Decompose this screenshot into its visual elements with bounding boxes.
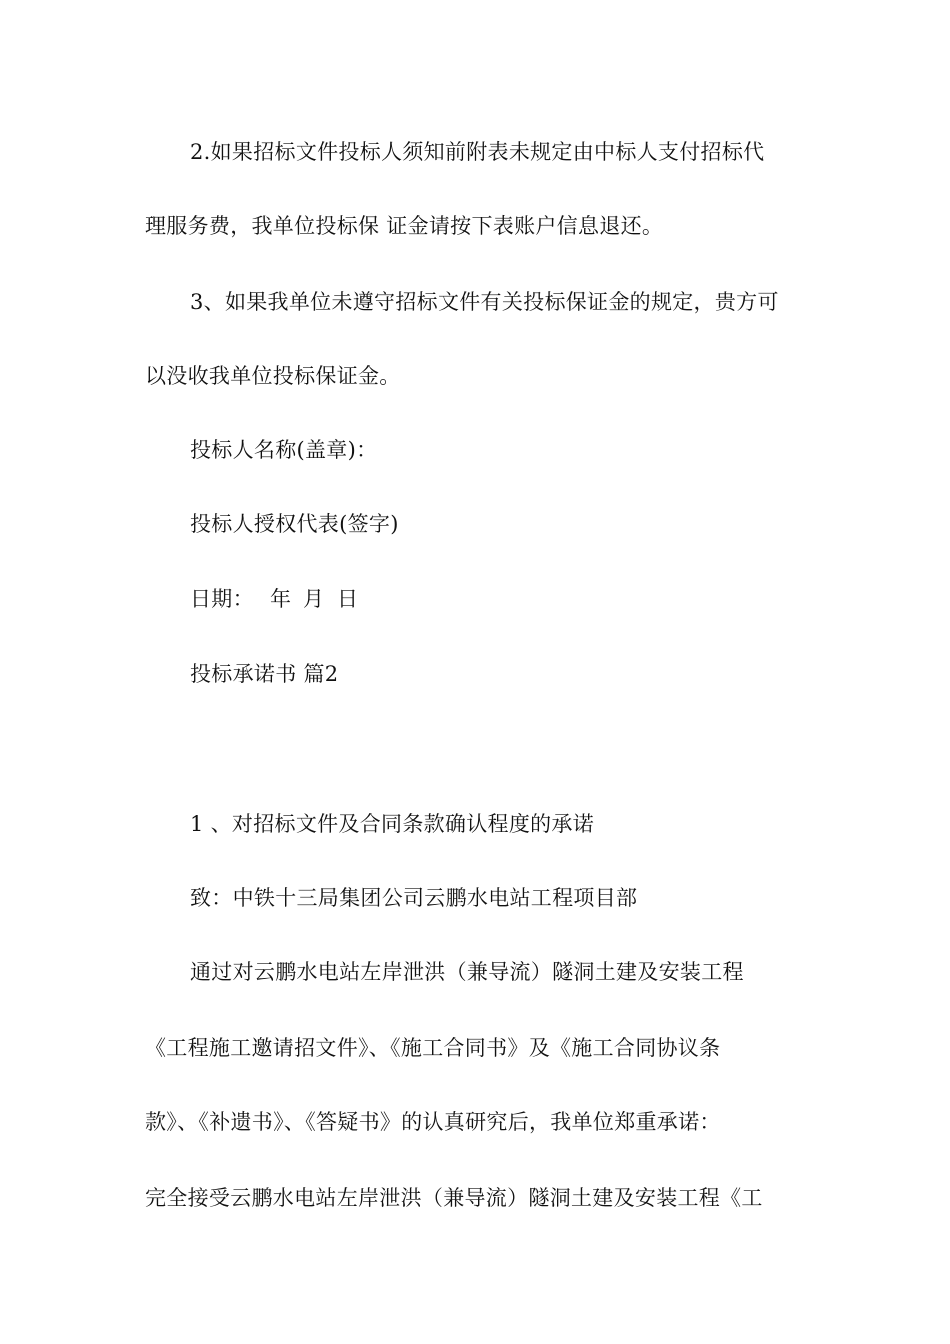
bidder-name-label: 投标人名称(盖章)： [190, 438, 378, 462]
commitment-heading: 1 、对招标文件及合同条款确认程度的承诺 [190, 812, 595, 836]
paragraph-2-line-2: 理服务费，我单位投标保 证金请按下表账户信息退还。 [145, 214, 664, 238]
authorized-rep-label: 投标人授权代表(签字) [190, 512, 399, 536]
date-label: 日期： [190, 587, 254, 611]
body-line-1: 通过对云鹏水电站左岸泄洪（兼导流）隧洞土建及安装工程 [190, 960, 744, 984]
section-title: 投标承诺书 篇2 [190, 662, 339, 686]
date-year-unit: 年 [270, 587, 292, 611]
body-line-3: 款》、《补遗书》、《答疑书》的认真研究后，我单位郑重承诺： [145, 1110, 721, 1134]
date-day-unit: 日 [337, 587, 359, 611]
addressee-line: 致：中铁十三局集团公司云鹏水电站工程项目部 [190, 886, 638, 910]
paragraph-3-line-2: 以没收我单位投标保证金。 [145, 364, 401, 388]
paragraph-2-line-1: 2.如果招标文件投标人须知前附表未规定由中标人支付招标代 [190, 140, 765, 164]
body-line-2: 《工程施工邀请招文件》、《施工合同书》及《施工合同协议条 [145, 1036, 721, 1060]
paragraph-3-line-1: 3、如果我单位未遵守招标文件有关投标保证金的规定，贵方可 [190, 290, 779, 314]
date-month-unit: 月 [303, 587, 325, 611]
body-line-4: 完全接受云鹏水电站左岸泄洪（兼导流）隧洞土建及安装工程《工 [145, 1186, 763, 1210]
